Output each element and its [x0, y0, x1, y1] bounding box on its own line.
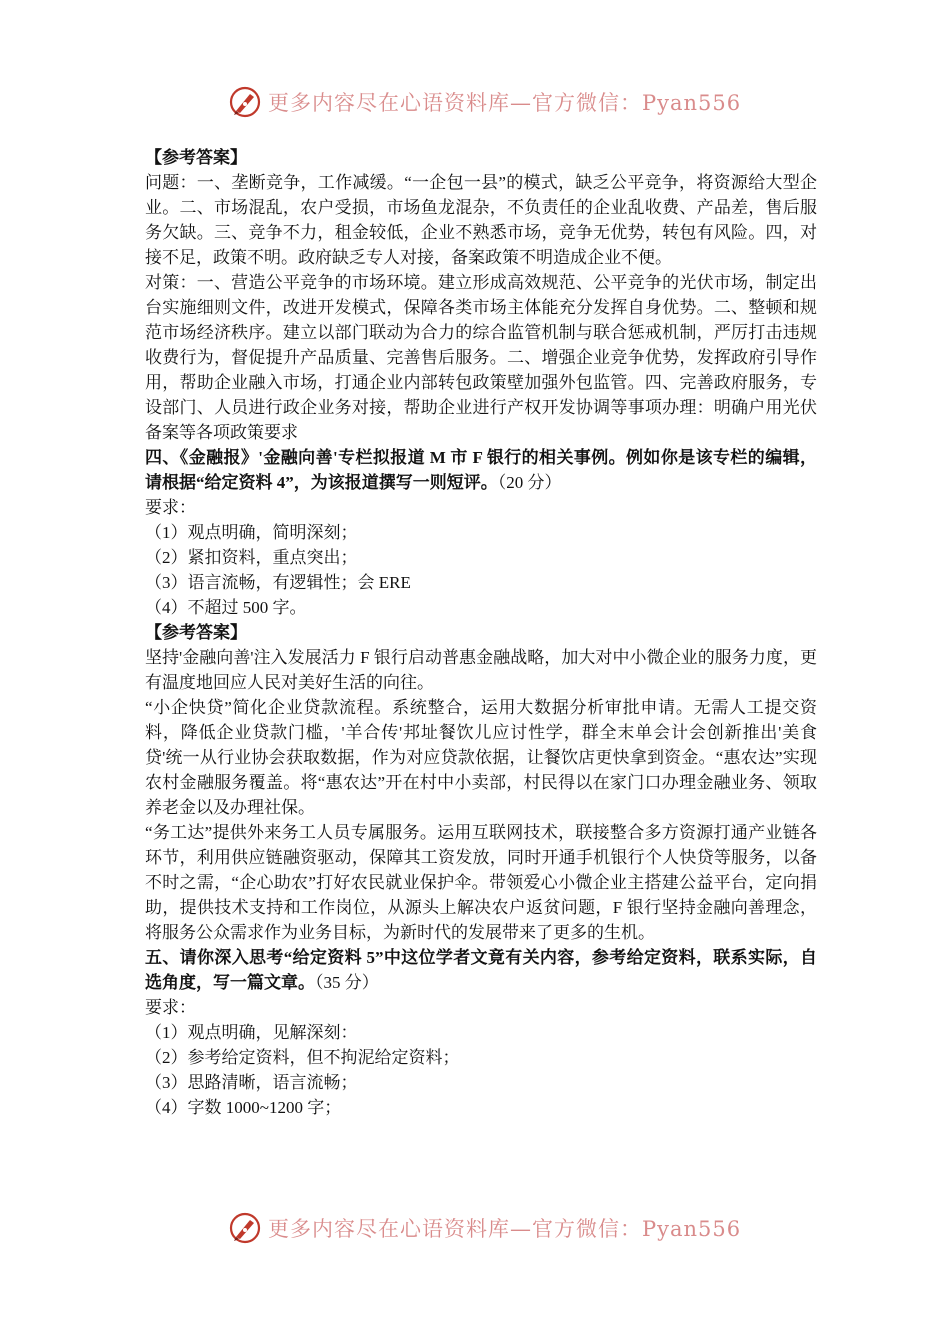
- question-4-title: [145, 445, 817, 495]
- requirement-item: （1）观点明确，见解深刻：: [145, 1023, 358, 1042]
- requirements-label: 要求：: [145, 998, 196, 1017]
- pen-circle-logo-icon: [228, 85, 262, 119]
- banner-text: 更多内容尽在心语资料库—官方微信：Pyan556: [268, 91, 742, 115]
- answer-paragraph: 坚持'金融向善'注入发展活力 F 银行启动普惠金融战略，加大对中小微企业的服务力度，更有温度地回应人民对美好生活的向往。: [145, 648, 817, 692]
- header-banner: [228, 82, 748, 122]
- footer-banner: [228, 1208, 748, 1248]
- question-4-score: （20 分）: [497, 473, 562, 492]
- measures-paragraph: 对策：一、营造公平竞争的市场环境。建立形成高效规范、公平竞争的光伏市场，制定出台实施细则文件，改进开发模式，保障各类市场主体能充分发挥自身优势。二、整顿和规范市场经济秩序。建立以部门联动为合力的综合监管机制与联合惩戒机制，严厉打击违规收费行为，督促提升产品质量、完善售后服务。二、增强企业竞争优势，发挥政府引导作用，帮助企业融入市场，打通企业内部转包政策壁加强外包监管。四、完善政府服务，专设部门、人员进行政企业务对接，帮助企业进行产权开发协调等事项办理：明确户用光伏备案等各项政策要求: [145, 273, 817, 442]
- main-content: [145, 145, 817, 1120]
- answer-paragraph: “小企快贷”简化企业贷款流程。系统整合，运用大数据分析审批申请。无需人工提交资料，降低企业贷款门槛，'羊合传'邦址餐饮儿应讨性学，群全末单会计会创新推出'美食贷'统一从行业协会获取数据，作为对应贷款依据，让餐饮店更快拿到资金。“惠农达”实现农村金融服务覆盖。将“惠农达”开在村中小卖部，村民得以在家门口办理金融业务、领取养老金以及办理社保。: [145, 698, 817, 817]
- question-5-title: [145, 945, 817, 995]
- answer-paragraph: “务工达”提供外来务工人员专属服务。运用互联网技术，联接整合多方资源打通产业链各环节，利用供应链融资驱动，保障其工资发放，同时开通手机银行个人快贷等服务，以备不时之需，“企心助农”打好农民就业保护伞。带领爱心小微企业主搭建公益平台，定向捐助，提供技术支持和工作岗位，从源头上解决农户返贫问题，F 银行坚持金融向善理念，将服务公众需求作为业务目标，为新时代的发展带来了更多的生机。: [145, 823, 817, 942]
- requirements-label: 要求：: [145, 498, 196, 517]
- requirement-item: （3）思路清晰，语言流畅；: [145, 1073, 358, 1092]
- requirement-item: （2）参考给定资料，但不拘泥给定资料；: [145, 1048, 460, 1067]
- requirement-item: （2）紧扣资料，重点突出；: [145, 548, 358, 567]
- requirement-item: （1）观点明确，简明深刻；: [145, 523, 358, 542]
- banner-text: 更多内容尽在心语资料库—官方微信：Pyan556: [268, 1217, 742, 1241]
- question-5-text: 五、请你深入思考“给定资料 5”中这位学者文竟有关内容，参考给定资料，联系实际，自选角度，写一篇文章。: [145, 948, 817, 992]
- requirement-item: （4）字数 1000~1200 字；: [145, 1098, 342, 1117]
- question-4-text: 四、《金融报》'金融向善'专栏拟报道 M 市 F 银行的相关事例。例如你是该专栏的编辑，请根据“给定资料 4”，为该报道撰写一则短评。: [145, 448, 817, 492]
- answer-heading: 【参考答案】: [145, 148, 247, 167]
- requirement-item: （3）语言流畅，有逻辑性；会 ERE: [145, 573, 411, 592]
- pen-circle-logo-icon: [228, 1211, 262, 1245]
- question-5-score: （35 分）: [315, 973, 379, 992]
- requirement-item: （4）不超过 500 字。: [145, 598, 307, 617]
- problems-paragraph: 问题：一、垄断竞争，工作减缓。“一企包一县”的模式，缺乏公平竞争，将资源给大型企业。二、市场混乱，农户受损，市场鱼龙混杂，不负责任的企业乱收费、产品差，售后服务欠缺。三、竞争不力，租金较低，企业不熟悉市场，竞争无优势，转包有风险。四，对接不足，政策不明。政府缺乏专人对接，备案政策不明造成企业不便。: [145, 173, 817, 267]
- answer-heading: 【参考答案】: [145, 623, 247, 642]
